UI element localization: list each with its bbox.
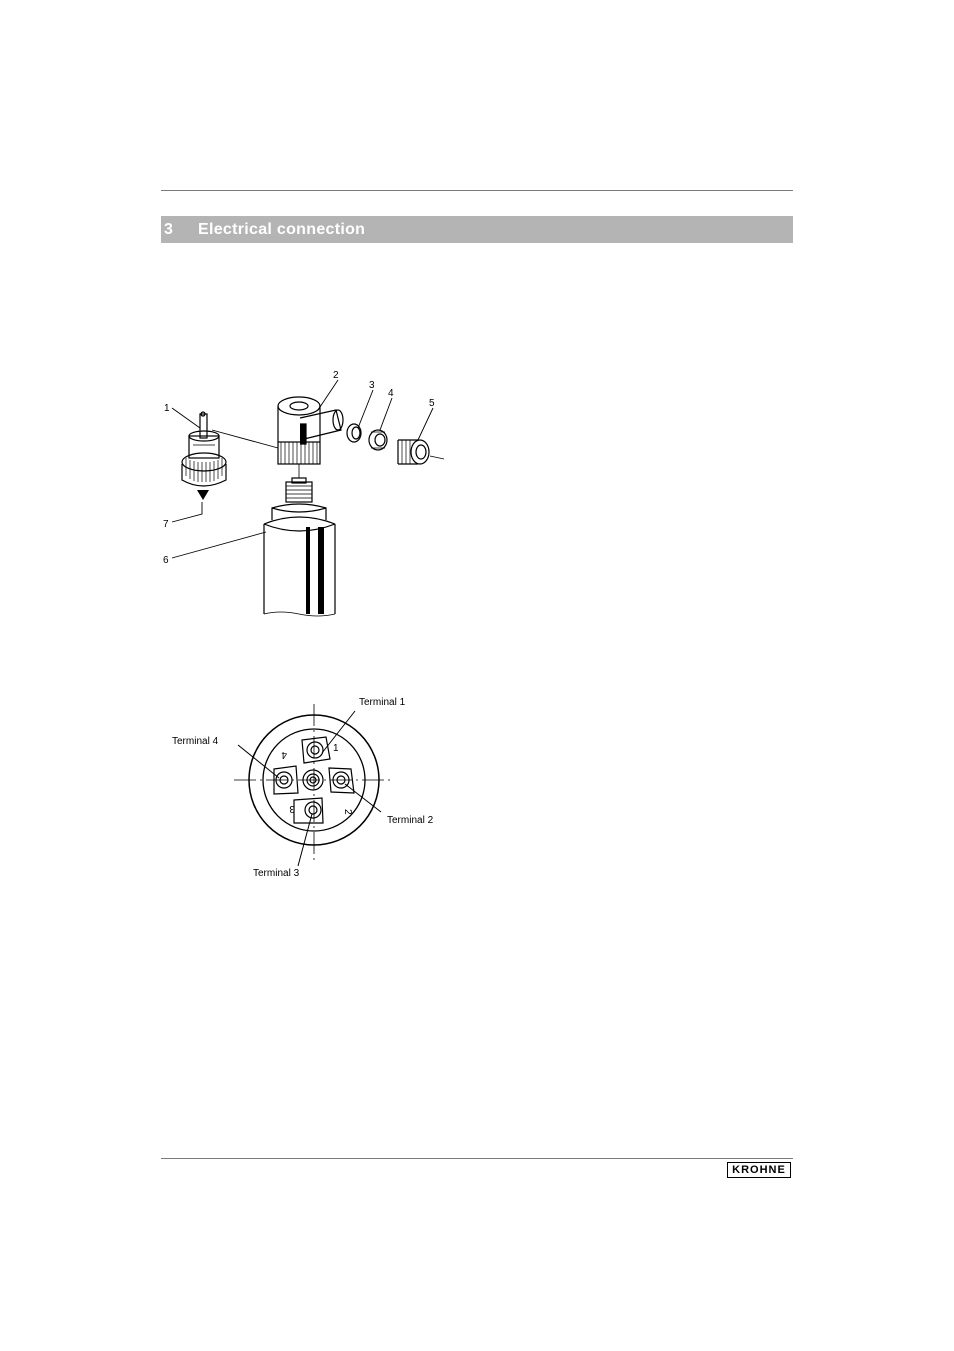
callout-5: 5 [429, 398, 435, 409]
callout-3: 3 [369, 380, 375, 391]
pin-1 [302, 737, 330, 763]
pin-number-1: 1 [333, 743, 339, 754]
terminal-2-label: Terminal 2 [387, 815, 434, 826]
terminal-1-label: Terminal 1 [359, 697, 406, 708]
cable-gland-parts-drawing [347, 424, 444, 464]
pin-2 [329, 768, 354, 793]
insert-direction-arrow [197, 490, 209, 500]
callout-2: 2 [333, 370, 339, 381]
housing-tube-drawing [264, 478, 335, 616]
pin-number-3: 3 [289, 803, 295, 814]
pin-3 [294, 798, 323, 823]
terminal-insert-drawing [182, 412, 226, 486]
section-number: 3 [164, 221, 173, 238]
callout-1: 1 [164, 403, 170, 414]
callout-7: 7 [163, 519, 169, 530]
plug-elbow-drawing [278, 397, 343, 478]
pin-number-4: 4 [281, 749, 287, 760]
pin-number-2: 2 [342, 809, 353, 815]
bottom-rule [161, 1158, 793, 1159]
terminal-layout-figure [234, 704, 394, 866]
callout-4: 4 [388, 388, 394, 399]
terminal-4-label: Terminal 4 [172, 736, 219, 747]
centerlines [234, 704, 394, 860]
terminal-3-label: Terminal 3 [253, 868, 300, 879]
callout-6: 6 [163, 555, 169, 566]
assembly-figure [172, 380, 444, 616]
section-title: Electrical connection [198, 221, 366, 238]
brand-logo: KROHNE [727, 1162, 791, 1178]
